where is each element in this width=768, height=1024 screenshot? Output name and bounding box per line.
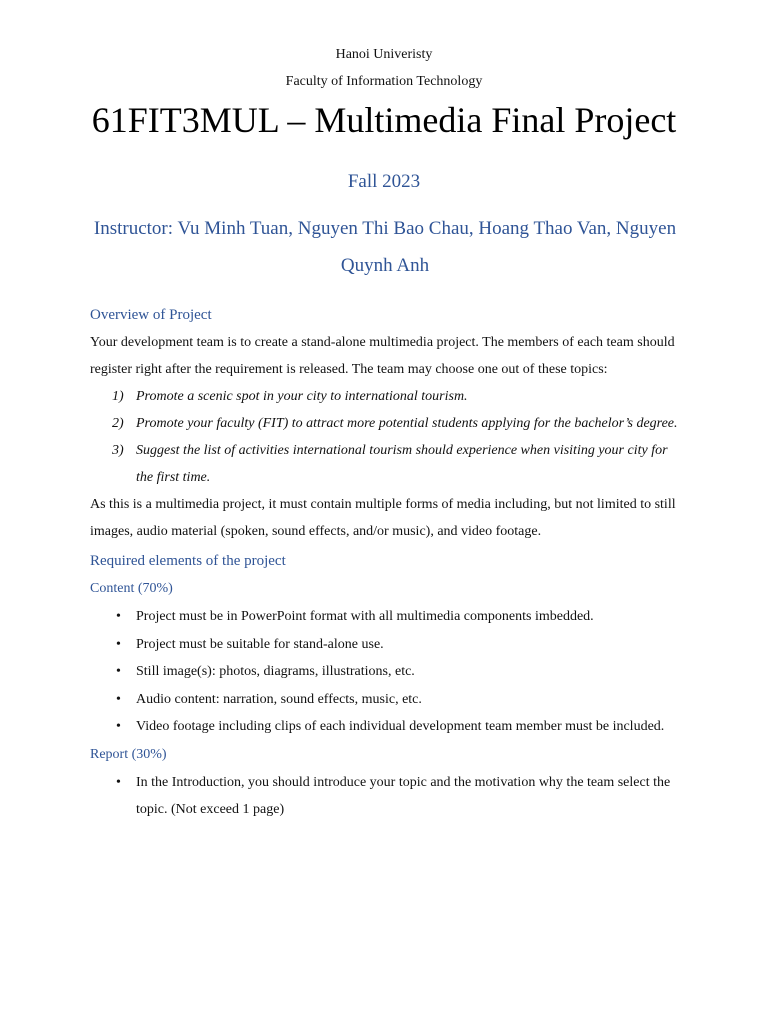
university-name: Hanoi Univeristy (335, 47, 433, 62)
term-label: Fall 2023 (347, 171, 421, 192)
content-heading: Content (70%) (90, 581, 173, 596)
document-title: 61FIT3MUL – Multimedia Final Project (91, 100, 677, 140)
overview-heading: Overview of Project (90, 307, 212, 323)
topic-item (90, 437, 682, 491)
list-item: • Project must be in PowerPoint format with all multimedia components imbedded. (90, 603, 682, 631)
list-item: • Still image(s): photos, diagrams, illustrations, etc. (90, 658, 682, 686)
topic-text: Promote your faculty (FIT) to attract more potential students applying for the bachelor’s degree. (136, 416, 678, 431)
list-item: • Project must be suitable for stand-alone use. (90, 631, 682, 659)
list-item: • Video footage including clips of each individual development team member must be included. (90, 713, 682, 741)
topic-number: 3) (112, 443, 124, 458)
topic-text: Promote a scenic spot in your city to international tourism. (136, 389, 468, 404)
media-note: As this is a multimedia project, it must contain multiple forms of media including, but not limited to still images, audio material (spoken, sound effects, and/or music), and video footage. (90, 497, 676, 539)
faculty-name: Faculty of Information Technology (285, 74, 483, 89)
content-list (90, 603, 682, 741)
topic-text: Suggest the list of activities international tourism should experience when visiting your city for the first time. (136, 443, 668, 485)
required-heading: Required elements of the project (90, 553, 286, 569)
instructors-line: Instructor: Vu Minh Tuan, Nguyen Thi Bao Chau, Hoang Thao Van, Nguyen Quynh Anh (93, 218, 677, 276)
topic-item (90, 383, 682, 410)
topic-item (90, 410, 682, 437)
topic-number: 1) (112, 389, 124, 404)
list-item: • Audio content: narration, sound effects, music, etc. (90, 686, 682, 714)
topics-list (90, 383, 682, 491)
overview-intro: Your development team is to create a stand-alone multimedia project. The members of each team should register right after the requirement is released. The team may choose one out of these topics: (90, 335, 675, 377)
document-body (90, 302, 682, 824)
report-heading: Report (30%) (90, 746, 167, 762)
list-item: • In the Introduction, you should introduce your topic and the motivation why the team select the topic. (Not exceed 1 page) (90, 769, 682, 824)
report-list (90, 769, 682, 824)
topic-number: 2) (112, 416, 124, 431)
